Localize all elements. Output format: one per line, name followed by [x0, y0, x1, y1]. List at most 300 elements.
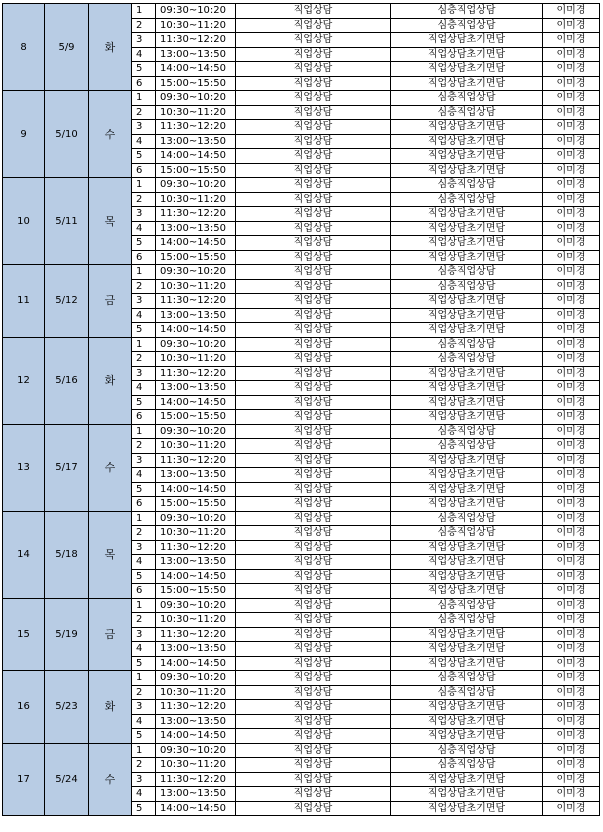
counseling-category: 직업상담 [236, 149, 391, 164]
counselor-name: 이미경 [543, 439, 600, 454]
slot-number: 1 [132, 337, 156, 352]
counseling-detail: 직업상담초기면담 [391, 656, 543, 671]
counselor-name: 이미경 [543, 265, 600, 280]
slot-time: 14:00~14:50 [156, 656, 236, 671]
counseling-category: 직업상담 [236, 62, 391, 77]
slot-number: 6 [132, 497, 156, 512]
counselor-name: 이미경 [543, 656, 600, 671]
slot-time: 13:00~13:50 [156, 787, 236, 802]
slot-time: 09:30~10:20 [156, 178, 236, 193]
counseling-category: 직업상담 [236, 163, 391, 178]
slot-number: 5 [132, 656, 156, 671]
slot-number: 1 [132, 424, 156, 439]
counseling-detail: 직업상담초기면담 [391, 584, 543, 599]
slot-time: 13:00~13:50 [156, 642, 236, 657]
counseling-detail: 심층직업상담 [391, 598, 543, 613]
counseling-detail: 직업상담초기면담 [391, 395, 543, 410]
counseling-detail: 심층직업상담 [391, 265, 543, 280]
slot-number: 2 [132, 439, 156, 454]
slot-time: 14:00~14:50 [156, 149, 236, 164]
counseling-detail: 심층직업상담 [391, 685, 543, 700]
counselor-name: 이미경 [543, 772, 600, 787]
slot-time: 14:00~14:50 [156, 236, 236, 251]
counseling-category: 직업상담 [236, 33, 391, 48]
slot-time: 10:30~11:20 [156, 758, 236, 773]
counseling-detail: 심층직업상담 [391, 4, 543, 19]
slot-number: 3 [132, 627, 156, 642]
counseling-category: 직업상담 [236, 381, 391, 396]
counselor-name: 이미경 [543, 381, 600, 396]
counseling-category: 직업상담 [236, 613, 391, 628]
counselor-name: 이미경 [543, 221, 600, 236]
slot-time: 10:30~11:20 [156, 192, 236, 207]
slot-time: 13:00~13:50 [156, 381, 236, 396]
counselor-name: 이미경 [543, 178, 600, 193]
counseling-detail: 직업상담초기면담 [391, 366, 543, 381]
counseling-category: 직업상담 [236, 569, 391, 584]
slot-time: 14:00~14:50 [156, 801, 236, 816]
counselor-name: 이미경 [543, 323, 600, 338]
table-row [3, 424, 600, 439]
counselor-name: 이미경 [543, 540, 600, 555]
slot-number: 3 [132, 772, 156, 787]
counselor-name: 이미경 [543, 555, 600, 570]
slot-time: 09:30~10:20 [156, 598, 236, 613]
counselor-name: 이미경 [543, 250, 600, 265]
counseling-category: 직업상담 [236, 323, 391, 338]
counseling-category: 직업상담 [236, 91, 391, 106]
counseling-detail: 직업상담초기면담 [391, 540, 543, 555]
counseling-category: 직업상담 [236, 642, 391, 657]
counseling-detail: 직업상담초기면담 [391, 221, 543, 236]
session-weekday: 수 [89, 424, 132, 511]
counselor-name: 이미경 [543, 192, 600, 207]
counseling-detail: 직업상담초기면담 [391, 801, 543, 816]
counseling-category: 직업상담 [236, 468, 391, 483]
counseling-detail: 직업상담초기면담 [391, 700, 543, 715]
counseling-category: 직업상담 [236, 105, 391, 120]
counseling-category: 직업상담 [236, 4, 391, 19]
counseling-detail: 직업상담초기면담 [391, 163, 543, 178]
slot-number: 5 [132, 482, 156, 497]
slot-number: 4 [132, 787, 156, 802]
session-date: 5/12 [45, 265, 89, 338]
table-row [3, 91, 600, 106]
session-weekday: 수 [89, 743, 132, 816]
counseling-category: 직업상담 [236, 192, 391, 207]
counseling-category: 직업상담 [236, 482, 391, 497]
counseling-category: 직업상담 [236, 294, 391, 309]
session-date: 5/23 [45, 671, 89, 744]
slot-number: 3 [132, 33, 156, 48]
slot-number: 4 [132, 555, 156, 570]
session-weekday: 수 [89, 91, 132, 178]
slot-time: 09:30~10:20 [156, 424, 236, 439]
counselor-name: 이미경 [543, 569, 600, 584]
counselor-name: 이미경 [543, 482, 600, 497]
counseling-category: 직업상담 [236, 729, 391, 744]
table-row [3, 337, 600, 352]
session-number: 16 [3, 671, 45, 744]
counselor-name: 이미경 [543, 294, 600, 309]
counseling-category: 직업상담 [236, 743, 391, 758]
counselor-name: 이미경 [543, 105, 600, 120]
slot-time: 14:00~14:50 [156, 395, 236, 410]
slot-time: 10:30~11:20 [156, 105, 236, 120]
counselor-name: 이미경 [543, 207, 600, 222]
counselor-name: 이미경 [543, 395, 600, 410]
slot-number: 6 [132, 584, 156, 599]
counselor-name: 이미경 [543, 424, 600, 439]
slot-number: 2 [132, 685, 156, 700]
slot-time: 11:30~12:20 [156, 294, 236, 309]
counseling-detail: 직업상담초기면담 [391, 497, 543, 512]
counselor-name: 이미경 [543, 236, 600, 251]
counselor-name: 이미경 [543, 76, 600, 91]
counseling-detail: 직업상담초기면담 [391, 236, 543, 251]
counseling-detail: 심층직업상담 [391, 91, 543, 106]
counselor-name: 이미경 [543, 308, 600, 323]
slot-time: 14:00~14:50 [156, 323, 236, 338]
counselor-name: 이미경 [543, 685, 600, 700]
counselor-name: 이미경 [543, 352, 600, 367]
slot-number: 4 [132, 308, 156, 323]
session-number: 9 [3, 91, 45, 178]
counseling-detail: 직업상담초기면담 [391, 33, 543, 48]
counselor-name: 이미경 [543, 337, 600, 352]
session-weekday: 화 [89, 4, 132, 91]
session-weekday: 금 [89, 265, 132, 338]
slot-time: 13:00~13:50 [156, 134, 236, 149]
counseling-category: 직업상담 [236, 47, 391, 62]
counseling-category: 직업상담 [236, 598, 391, 613]
slot-number: 1 [132, 598, 156, 613]
slot-time: 15:00~15:50 [156, 163, 236, 178]
counselor-name: 이미경 [543, 743, 600, 758]
counselor-name: 이미경 [543, 801, 600, 816]
slot-time: 11:30~12:20 [156, 207, 236, 222]
counseling-category: 직업상담 [236, 555, 391, 570]
slot-number: 1 [132, 91, 156, 106]
slot-number: 6 [132, 250, 156, 265]
counseling-detail: 직업상담초기면담 [391, 76, 543, 91]
counseling-category: 직업상담 [236, 76, 391, 91]
counselor-name: 이미경 [543, 453, 600, 468]
slot-number: 5 [132, 729, 156, 744]
counseling-detail: 직업상담초기면담 [391, 787, 543, 802]
counselor-name: 이미경 [543, 700, 600, 715]
counseling-detail: 심층직업상담 [391, 758, 543, 773]
slot-number: 4 [132, 134, 156, 149]
counseling-detail: 심층직업상담 [391, 178, 543, 193]
slot-number: 1 [132, 671, 156, 686]
counseling-detail: 심층직업상담 [391, 18, 543, 33]
session-weekday: 화 [89, 671, 132, 744]
counselor-name: 이미경 [543, 627, 600, 642]
slot-number: 4 [132, 47, 156, 62]
counseling-detail: 심층직업상담 [391, 192, 543, 207]
session-weekday: 목 [89, 511, 132, 598]
slot-number: 6 [132, 163, 156, 178]
counseling-category: 직업상담 [236, 120, 391, 135]
slot-time: 09:30~10:20 [156, 671, 236, 686]
slot-time: 11:30~12:20 [156, 366, 236, 381]
counseling-category: 직업상담 [236, 787, 391, 802]
counselor-name: 이미경 [543, 497, 600, 512]
counseling-category: 직업상담 [236, 250, 391, 265]
slot-number: 2 [132, 526, 156, 541]
counseling-detail: 심층직업상담 [391, 105, 543, 120]
session-date: 5/19 [45, 598, 89, 671]
slot-time: 14:00~14:50 [156, 482, 236, 497]
counseling-category: 직업상담 [236, 366, 391, 381]
counseling-category: 직업상담 [236, 700, 391, 715]
slot-time: 13:00~13:50 [156, 468, 236, 483]
slot-time: 10:30~11:20 [156, 685, 236, 700]
counseling-detail: 직업상담초기면담 [391, 207, 543, 222]
slot-number: 3 [132, 120, 156, 135]
slot-time: 11:30~12:20 [156, 453, 236, 468]
counseling-category: 직업상담 [236, 584, 391, 599]
session-number: 8 [3, 4, 45, 91]
slot-number: 4 [132, 642, 156, 657]
counseling-detail: 직업상담초기면담 [391, 120, 543, 135]
counseling-category: 직업상담 [236, 685, 391, 700]
counselor-name: 이미경 [543, 787, 600, 802]
slot-number: 5 [132, 569, 156, 584]
counseling-detail: 심층직업상담 [391, 352, 543, 367]
session-weekday: 화 [89, 337, 132, 424]
table-row [3, 598, 600, 613]
slot-number: 5 [132, 236, 156, 251]
table-row [3, 265, 600, 280]
session-date: 5/18 [45, 511, 89, 598]
slot-time: 11:30~12:20 [156, 33, 236, 48]
counseling-detail: 직업상담초기면담 [391, 294, 543, 309]
session-number: 13 [3, 424, 45, 511]
session-weekday: 목 [89, 178, 132, 265]
slot-number: 3 [132, 453, 156, 468]
slot-time: 13:00~13:50 [156, 555, 236, 570]
counselor-name: 이미경 [543, 613, 600, 628]
counseling-detail: 직업상담초기면담 [391, 772, 543, 787]
slot-time: 15:00~15:50 [156, 250, 236, 265]
slot-time: 09:30~10:20 [156, 337, 236, 352]
slot-number: 1 [132, 743, 156, 758]
session-number: 10 [3, 178, 45, 265]
counseling-detail: 직업상담초기면담 [391, 569, 543, 584]
counseling-category: 직업상담 [236, 265, 391, 280]
counseling-category: 직업상담 [236, 526, 391, 541]
slot-number: 6 [132, 76, 156, 91]
slot-time: 11:30~12:20 [156, 700, 236, 715]
slot-number: 6 [132, 410, 156, 425]
session-number: 12 [3, 337, 45, 424]
counseling-detail: 직업상담초기면담 [391, 714, 543, 729]
slot-number: 4 [132, 468, 156, 483]
table-row [3, 511, 600, 526]
counselor-name: 이미경 [543, 134, 600, 149]
counseling-detail: 심층직업상담 [391, 743, 543, 758]
slot-number: 5 [132, 323, 156, 338]
counseling-category: 직업상담 [236, 453, 391, 468]
counselor-name: 이미경 [543, 758, 600, 773]
counseling-category: 직업상담 [236, 439, 391, 454]
counseling-detail: 직업상담초기면담 [391, 729, 543, 744]
schedule-table [2, 3, 600, 816]
counselor-name: 이미경 [543, 62, 600, 77]
counseling-category: 직업상담 [236, 352, 391, 367]
counseling-detail: 직업상담초기면담 [391, 410, 543, 425]
counselor-name: 이미경 [543, 149, 600, 164]
counselor-name: 이미경 [543, 642, 600, 657]
counselor-name: 이미경 [543, 584, 600, 599]
slot-number: 4 [132, 714, 156, 729]
session-number: 15 [3, 598, 45, 671]
counseling-detail: 직업상담초기면담 [391, 381, 543, 396]
counselor-name: 이미경 [543, 163, 600, 178]
counseling-category: 직업상담 [236, 497, 391, 512]
counseling-category: 직업상담 [236, 511, 391, 526]
slot-time: 14:00~14:50 [156, 62, 236, 77]
slot-number: 3 [132, 294, 156, 309]
slot-time: 11:30~12:20 [156, 120, 236, 135]
counseling-detail: 직업상담초기면담 [391, 555, 543, 570]
counselor-name: 이미경 [543, 410, 600, 425]
counselor-name: 이미경 [543, 526, 600, 541]
counselor-name: 이미경 [543, 4, 600, 19]
counseling-detail: 직업상담초기면담 [391, 453, 543, 468]
slot-time: 15:00~15:50 [156, 410, 236, 425]
slot-number: 5 [132, 62, 156, 77]
slot-number: 1 [132, 265, 156, 280]
slot-time: 14:00~14:50 [156, 569, 236, 584]
schedule-body [3, 4, 600, 816]
counseling-detail: 심층직업상담 [391, 439, 543, 454]
slot-time: 09:30~10:20 [156, 265, 236, 280]
slot-number: 2 [132, 18, 156, 33]
counseling-category: 직업상담 [236, 221, 391, 236]
slot-number: 5 [132, 395, 156, 410]
slot-number: 5 [132, 801, 156, 816]
slot-number: 4 [132, 381, 156, 396]
session-date: 5/17 [45, 424, 89, 511]
counseling-category: 직업상담 [236, 772, 391, 787]
slot-number: 2 [132, 352, 156, 367]
counseling-category: 직업상담 [236, 671, 391, 686]
counseling-category: 직업상담 [236, 236, 391, 251]
counseling-category: 직업상담 [236, 758, 391, 773]
slot-time: 09:30~10:20 [156, 4, 236, 19]
counselor-name: 이미경 [543, 47, 600, 62]
counseling-detail: 심층직업상담 [391, 337, 543, 352]
table-row [3, 671, 600, 686]
slot-number: 5 [132, 149, 156, 164]
counseling-category: 직업상담 [236, 656, 391, 671]
counselor-name: 이미경 [543, 33, 600, 48]
counselor-name: 이미경 [543, 279, 600, 294]
counselor-name: 이미경 [543, 729, 600, 744]
slot-number: 3 [132, 700, 156, 715]
counseling-detail: 직업상담초기면담 [391, 468, 543, 483]
table-row [3, 4, 600, 19]
counseling-category: 직업상담 [236, 337, 391, 352]
counseling-detail: 심층직업상담 [391, 613, 543, 628]
slot-number: 1 [132, 511, 156, 526]
slot-number: 2 [132, 613, 156, 628]
slot-time: 10:30~11:20 [156, 439, 236, 454]
counseling-detail: 심층직업상담 [391, 424, 543, 439]
slot-time: 13:00~13:50 [156, 47, 236, 62]
slot-time: 10:30~11:20 [156, 18, 236, 33]
slot-time: 14:00~14:50 [156, 729, 236, 744]
slot-time: 09:30~10:20 [156, 91, 236, 106]
session-date: 5/16 [45, 337, 89, 424]
slot-time: 10:30~11:20 [156, 526, 236, 541]
counselor-name: 이미경 [543, 468, 600, 483]
counseling-detail: 직업상담초기면담 [391, 308, 543, 323]
counseling-detail: 심층직업상담 [391, 279, 543, 294]
slot-number: 2 [132, 279, 156, 294]
counselor-name: 이미경 [543, 714, 600, 729]
counseling-category: 직업상담 [236, 18, 391, 33]
counseling-category: 직업상담 [236, 279, 391, 294]
session-date: 5/11 [45, 178, 89, 265]
slot-time: 09:30~10:20 [156, 511, 236, 526]
counseling-detail: 직업상담초기면담 [391, 250, 543, 265]
slot-time: 10:30~11:20 [156, 279, 236, 294]
slot-number: 2 [132, 192, 156, 207]
slot-time: 10:30~11:20 [156, 613, 236, 628]
session-date: 5/9 [45, 4, 89, 91]
counseling-detail: 심층직업상담 [391, 526, 543, 541]
table-row [3, 178, 600, 193]
counselor-name: 이미경 [543, 671, 600, 686]
slot-number: 1 [132, 178, 156, 193]
counseling-category: 직업상담 [236, 178, 391, 193]
slot-number: 3 [132, 207, 156, 222]
slot-time: 13:00~13:50 [156, 221, 236, 236]
counselor-name: 이미경 [543, 120, 600, 135]
counselor-name: 이미경 [543, 598, 600, 613]
counseling-detail: 심층직업상담 [391, 671, 543, 686]
counseling-detail: 직업상담초기면담 [391, 62, 543, 77]
counseling-category: 직업상담 [236, 134, 391, 149]
slot-time: 11:30~12:20 [156, 627, 236, 642]
counseling-detail: 직업상담초기면담 [391, 482, 543, 497]
slot-number: 2 [132, 105, 156, 120]
slot-number: 4 [132, 221, 156, 236]
counseling-detail: 직업상담초기면담 [391, 149, 543, 164]
session-date: 5/10 [45, 91, 89, 178]
session-number: 17 [3, 743, 45, 816]
session-number: 14 [3, 511, 45, 598]
counseling-category: 직업상담 [236, 627, 391, 642]
session-number: 11 [3, 265, 45, 338]
table-row [3, 743, 600, 758]
counseling-category: 직업상담 [236, 308, 391, 323]
counseling-category: 직업상담 [236, 207, 391, 222]
session-date: 5/24 [45, 743, 89, 816]
counseling-detail: 직업상담초기면담 [391, 642, 543, 657]
counseling-category: 직업상담 [236, 540, 391, 555]
slot-number: 2 [132, 758, 156, 773]
slot-time: 15:00~15:50 [156, 76, 236, 91]
counseling-detail: 직업상담초기면담 [391, 134, 543, 149]
counselor-name: 이미경 [543, 91, 600, 106]
counseling-detail: 직업상담초기면담 [391, 47, 543, 62]
counseling-detail: 직업상담초기면담 [391, 323, 543, 338]
